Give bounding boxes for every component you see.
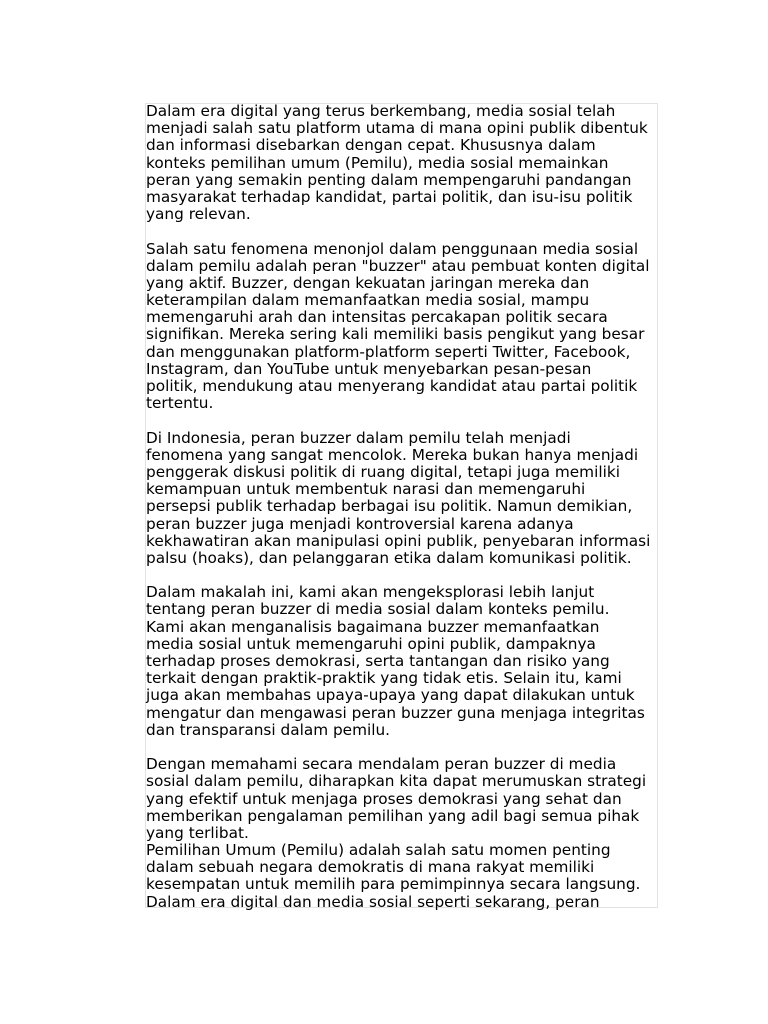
text-line: dalam sebuah negara demokratis di mana rakyat memiliki [146,858,595,877]
text-line: terhadap proses demokrasi, serta tantangan dan risiko yang [146,652,610,670]
document-body [146,103,666,911]
text-line: memengaruhi arah dan intensitas percakapan politik secara [146,308,608,327]
text-line: Dalam era digital dan media sosial seperti sekarang, peran [146,892,600,911]
paragraph [146,842,666,911]
paragraph [146,241,666,413]
text-line: menjadi salah satu platform utama di mana opini publik dibentuk [146,119,648,138]
text-line: politik, mendukung atau menyerang kandidat atau partai politik [146,377,638,395]
text-line: Salah satu fenomena menonjol dalam penggunaan media sosial [146,239,639,258]
text-line: yang terlibat. [146,823,249,842]
text-line: dalam pemilu adalah peran "buzzer" atau pembuat konten digital [146,256,650,275]
text-line: juga akan membahas upaya-upaya yang dapat dilakukan untuk [146,686,635,705]
text-line: peran buzzer juga menjadi kontroversial karena adanya [146,514,574,533]
text-line: media sosial untuk memengaruhi opini publik, dampaknya [146,634,596,653]
text-line: kesempatan untuk memilih para pemimpinnya secara langsung. [146,875,641,894]
text-line: mengatur dan mengawasi peran buzzer guna menjaga integritas [146,703,645,722]
text-line: fenomena yang sangat mencolok. Mereka bukan hanya menjadi [146,445,639,464]
text-line: Dalam era digital yang terus berkembang, media sosial telah [146,102,616,120]
text-line: Instagram, dan YouTube untuk menyebarkan pesan-pesan [146,359,592,378]
text-line: dan menggunakan platform-platform seperti Twitter, Facebook, [146,342,631,361]
text-line: yang relevan. [146,205,251,224]
text-line: Kami akan menganalisis bagaimana buzzer memanfaatkan [146,617,600,636]
text-line: signifikan. Mereka sering kali memiliki basis pengikut yang besar [146,325,645,344]
paragraph [146,756,666,842]
text-line: masyarakat terhadap kandidat, partai politik, dan isu-isu politik [146,187,633,206]
text-line: terkait dengan praktik-praktik yang tidak etis. Selain itu, kami [146,669,622,688]
paragraph [146,430,666,568]
text-line: sosial dalam pemilu, diharapkan kita dapat merumuskan strategi [146,772,647,791]
text-line: yang aktif. Buzzer, dengan kekuatan jaringan mereka dan [146,273,590,292]
text-line: dan transparansi dalam pemilu. [146,720,391,739]
paragraph-gap [146,567,666,584]
text-line: penggerak diskusi politik di ruang digital, tetapi juga memiliki [146,462,620,481]
text-line: Dengan memahami secara mendalam peran buzzer di media [146,755,617,774]
paragraph-gap [146,412,666,429]
text-line: konteks pemilihan umum (Pemilu), media sosial memainkan [146,153,609,172]
text-line: memberikan pengalaman pemilihan yang adil bagi semua pihak [146,806,640,825]
text-line: yang efektif untuk menjaga proses demokrasi yang sehat dan [146,789,622,808]
text-line: persepsi publik terhadap berbagai isu politik. Namun demikian, [146,497,633,516]
text-line: kemampuan untuk membentuk narasi dan memengaruhi [146,480,586,499]
text-line: peran yang semakin penting dalam mempengaruhi pandangan [146,170,632,189]
text-line: tentang peran buzzer di media sosial dalam konteks pemilu. [146,600,610,619]
text-line: keterampilan dalam memanfaatkan media sosial, mampu [146,291,590,310]
text-line: Dalam makalah ini, kami akan mengeksplorasi lebih lanjut [146,583,595,602]
text-line: Pemilihan Umum (Pemilu) adalah salah satu momen penting [146,841,611,860]
text-line: tertentu. [146,394,214,413]
text-line: palsu (hoaks), dan pelanggaran etika dalam komunikasi politik. [146,548,632,567]
paragraph [146,103,666,223]
paragraph-gap [146,739,666,756]
text-line: Di Indonesia, peran buzzer dalam pemilu telah menjadi [146,428,571,447]
paragraph [146,584,666,739]
text-line: kekhawatiran akan manipulasi opini publik, penyebaran informasi [146,531,651,550]
text-line: dan informasi disebarkan dengan cepat. Khususnya dalam [146,136,596,155]
paragraph-gap [146,223,666,240]
